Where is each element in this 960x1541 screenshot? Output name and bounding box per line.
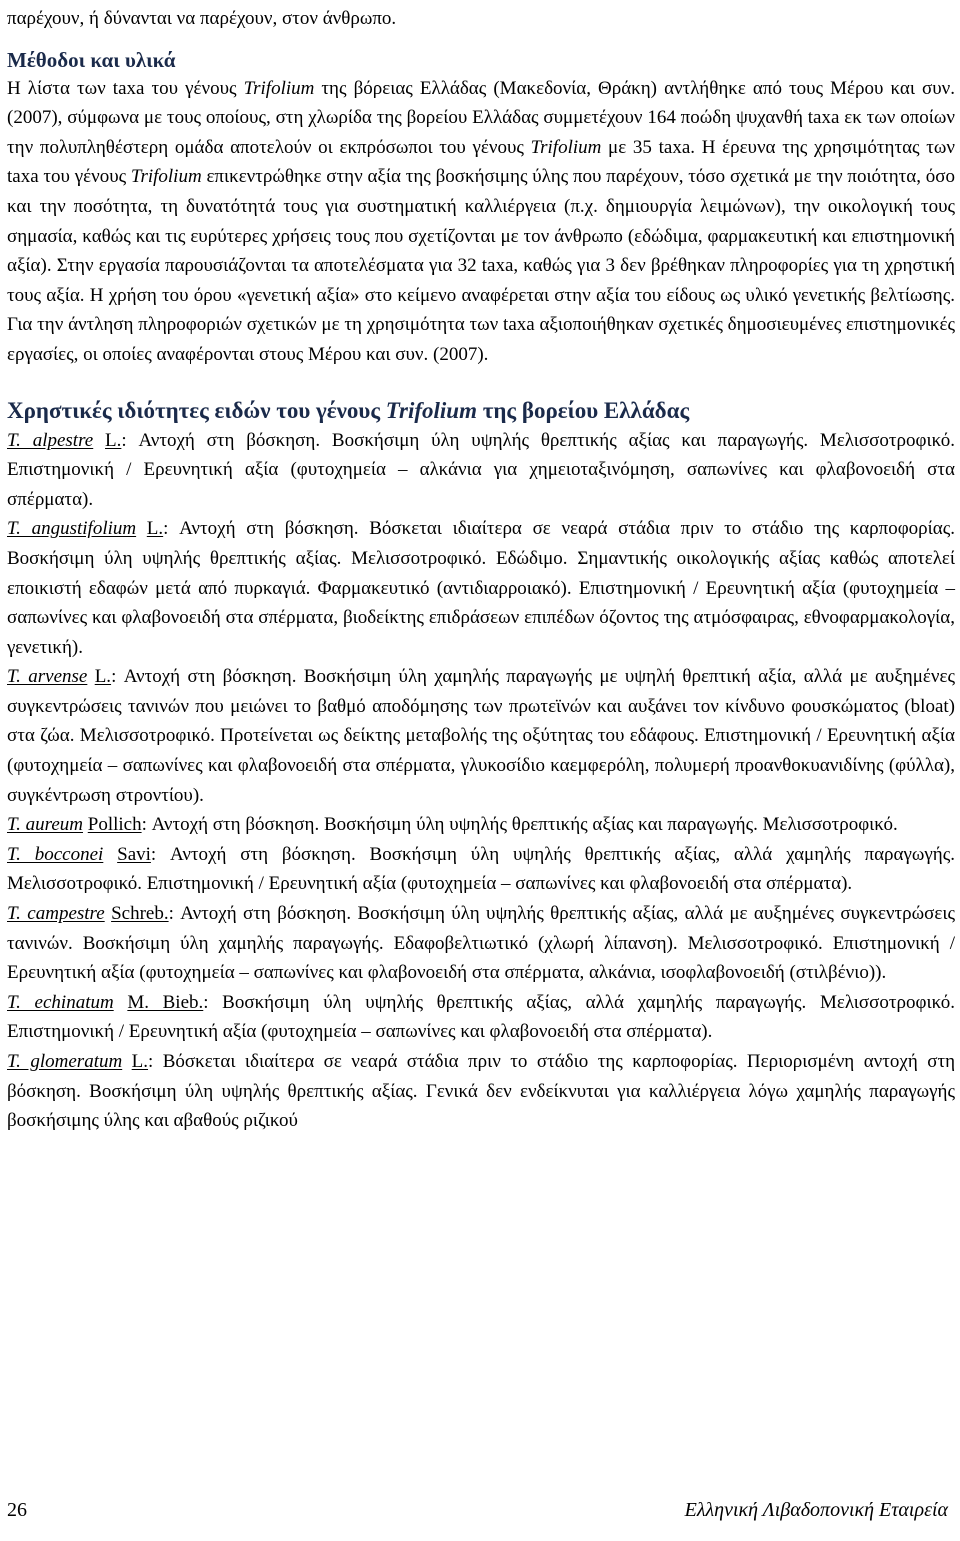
species-description: : Αντοχή στη βόσκηση. Βοσκήσιμη ύλη χαμηλής παραγωγής με υψηλή θρεπτική αξία, αλλά με αυξημένες συγκεντρώσεις τανινών που μειώνει το βαθμό αποδόμησης των πρωτεϊνών και αυξάνει τον κίνδυνο φουσκώματος (bloat) στα ζώα. Μελισσοτροφικό. Προτείνεται ως δείκτης μεταβολής της οξύτητας του εδάφους. Επιστημονική / Ερευνητική αξία (φυτοχημεία – σαπωνίνες και φλαβονοειδή στα σπέρματα, γλυκοσίδιο καεμφερόλη, πολυμερή προανθοκυανιδίνης (φύλλα), συγκέντρωση στροντίου). — [7, 666, 955, 806]
species-entry — [7, 810, 955, 840]
species-name: T. campestre — [7, 903, 105, 925]
species-author: L. — [146, 518, 164, 540]
species-entry — [7, 514, 955, 662]
species-description: : Αντοχή στη βόσκηση. Βοσκήσιμη ύλη υψηλής θρεπτικής αξίας, αλλά χαμηλής παραγωγής. Μελισσοτροφικό. Επιστημονική / Ερευνητική αξία (φυτοχημεία – σαπωνίνες και φλαβονοειδή στα σπέρματα). — [7, 843, 955, 895]
species-description: : Αντοχή στη βόσκηση. Βόσκεται ιδιαίτερα σε νεαρά στάδια πριν το στάδιο της καρποφορίας. Βοσκήσιμη ύλη υψηλής θρεπτικής αξίας. Μελισσοτροφικό. Εδώδιμο. Σημαντικής οικολογικής αξίας καθώς αποτελεί εποικιστή εδαφών μετά από πυρκαγιά. Φαρμακευτικό (αντιδιαρροιακό). Επιστημονική / Ερευνητική αξία (φυτοχημεία – σαπωνίνες και φλαβονοειδή στα σπέρματα, βιοδείκτης επιδράσεων επιπέδων όζοντος της ατμόσφαιρας, εθνοφαρμακολογία, γενετική). — [7, 518, 956, 658]
methods-paragraph — [7, 74, 955, 370]
methods-text-a: Η λίστα των taxa του γένους — [7, 77, 244, 99]
page-footer — [7, 1497, 948, 1523]
species-list — [7, 426, 955, 1136]
species-name: T. aureum — [7, 814, 83, 836]
species-author: L. — [94, 666, 112, 688]
journal-name: Ελληνική Λιβαδοπονική Εταιρεία — [684, 1499, 948, 1521]
species-entry — [7, 662, 955, 810]
species-author: Savi — [117, 843, 151, 865]
species-name: T. glomeratum — [7, 1051, 123, 1072]
species-entry — [7, 1047, 955, 1136]
species-name: T. alpestre — [7, 429, 94, 451]
species-name: T. echinatum — [7, 991, 114, 1013]
properties-heading-genus: Trifolium — [385, 397, 477, 423]
species-author: Schreb. — [111, 903, 169, 925]
genus-name: Trifolium — [243, 77, 315, 99]
methods-text-c: με 35 taxa. Η έρευνα της χρησιμότητας των taxa του γένους — [7, 136, 955, 188]
page-number: 26 — [7, 1499, 27, 1521]
species-description: : Αντοχή στη βόσκηση. Βοσκήσιμη ύλη υψηλής θρεπτικής αξίας και παραγωγής. Μελισσοτροφικό. Επιστημονική / Ερευνητική αξία (φυτοχημεία – αλκάνια για χημειοταξινόμηση, σαπωνίνες και φλαβονοειδή στα σπέρματα). — [7, 429, 955, 510]
methods-text-b: της βόρειας Ελλάδας (Μακεδονία, Θράκη) αντλήθηκε από τους Μέρου και συν. (2007), σύμφωνα με τους οποίους, στη χλωρίδα της βορείου Ελλάδας συμμετέχουν 164 ποώδη ψυχανθή taxa εκ των οποίων την πολυπληθέστερη ομάδα αποτελούν οι εκπρόσωποι του γένους — [7, 77, 956, 158]
species-description: : Βόσκεται ιδιαίτερα σε νεαρά στάδια πριν το στάδιο της καρποφορίας. Περιορισμένη αντοχή στη βόσκηση. Βοσκήσιμη ύλη υψηλής θρεπτικής αξίας. Γενικά δεν ενδείκνυται για καλλιέργεια λόγω χαμηλής παραγωγής βοσκήσιμης ύλης και αβαθούς ριζικού — [7, 1051, 956, 1132]
genus-name: Trifolium — [130, 166, 202, 188]
species-author: L. — [131, 1051, 149, 1072]
species-author: Pollich — [87, 814, 142, 836]
intro-tail-paragraph: παρέχουν, ή δύνανται να παρέχουν, στον άνθρωπο. — [7, 8, 397, 29]
species-name: T. bocconei — [7, 843, 104, 865]
species-name: T. arvense — [7, 666, 88, 688]
species-description: : Αντοχή στη βόσκηση. Βοσκήσιμη ύλη υψηλής θρεπτικής αξίας και παραγωγής. Μελισσοτροφικό. — [141, 814, 898, 836]
properties-heading — [7, 396, 955, 426]
species-author: L. — [105, 429, 122, 451]
species-author: M. Bieb. — [127, 991, 204, 1013]
species-description: : Βοσκήσιμη ύλη υψηλής θρεπτικής αξίας, αλλά χαμηλής παραγωγής. Μελισσοτροφικό. Επιστημονική / Ερευνητική αξία (φυτοχημεία – σαπωνίνες και φλαβονοειδή στα σπέρματα). — [7, 991, 955, 1043]
page-content — [7, 4, 955, 1136]
species-description: : Αντοχή στη βόσκηση. Βοσκήσιμη ύλη υψηλής θρεπτικής αξίας, αλλά με αυξημένες συγκεντρώσεις τανινών. Βοσκήσιμη ύλη χαμηλής παραγωγής. Εδαφοβελτιωτικό (χλωρή λίπανση). Μελισσοτροφικό. Επιστημονική / Ερευνητική αξία (φυτοχημεία – σαπωνίνες και φλαβονοειδή στα σπέρματα, αλκάνια, ισοφλαβονοειδή (στιλβένιο)). — [7, 903, 956, 984]
species-name: T. angustifolium — [7, 518, 137, 540]
species-entry — [7, 899, 955, 988]
properties-heading-a: Χρηστικές ιδιότητες ειδών του γένους — [7, 397, 386, 423]
methods-heading: Μέθοδοι και υλικά — [7, 47, 176, 72]
properties-heading-b: της βορείου Ελλάδας — [476, 397, 690, 423]
species-entry — [7, 840, 955, 899]
methods-text-d: επικεντρώθηκε στην αξία της βοσκήσιμης ύλης που παρέχουν, τόσο σχετικά με την ποιότητα, όσο και την ποσότητα, τη δυνατότητά τους για συστηματική καλλιέργεια (π.χ. δημιουργία λειμώνων), την οικολογική τους σημασία, καθώς και τις ευρύτερες χρήσεις τους που σχετίζονται με τον άνθρωπο (εδώδιμα, φαρμακευτική και επιστημονική αξία). Στην εργασία παρουσιάζονται τα αποτελέσματα για 32 taxa, καθώς για 3 δεν βρέθηκαν πληροφορίες για τη χρηστική τους αξία. Η χρήση του όρου «γενετική αξία» στο κείμενο αναφέρεται στην αξία του είδους ως υλικό γενετικής βελτίωσης. Για την άντληση πληροφοριών σχετικών με τη χρησιμότητα των taxa αξιοποιήθηκαν σχετικές δημοσιευμένες επιστημονικές εργασίες, οι οποίες αναφέρονται στους Μέρου και συν. (2007). — [7, 166, 955, 365]
species-entry — [7, 988, 955, 1047]
genus-name: Trifolium — [530, 136, 602, 158]
species-entry — [7, 426, 955, 515]
